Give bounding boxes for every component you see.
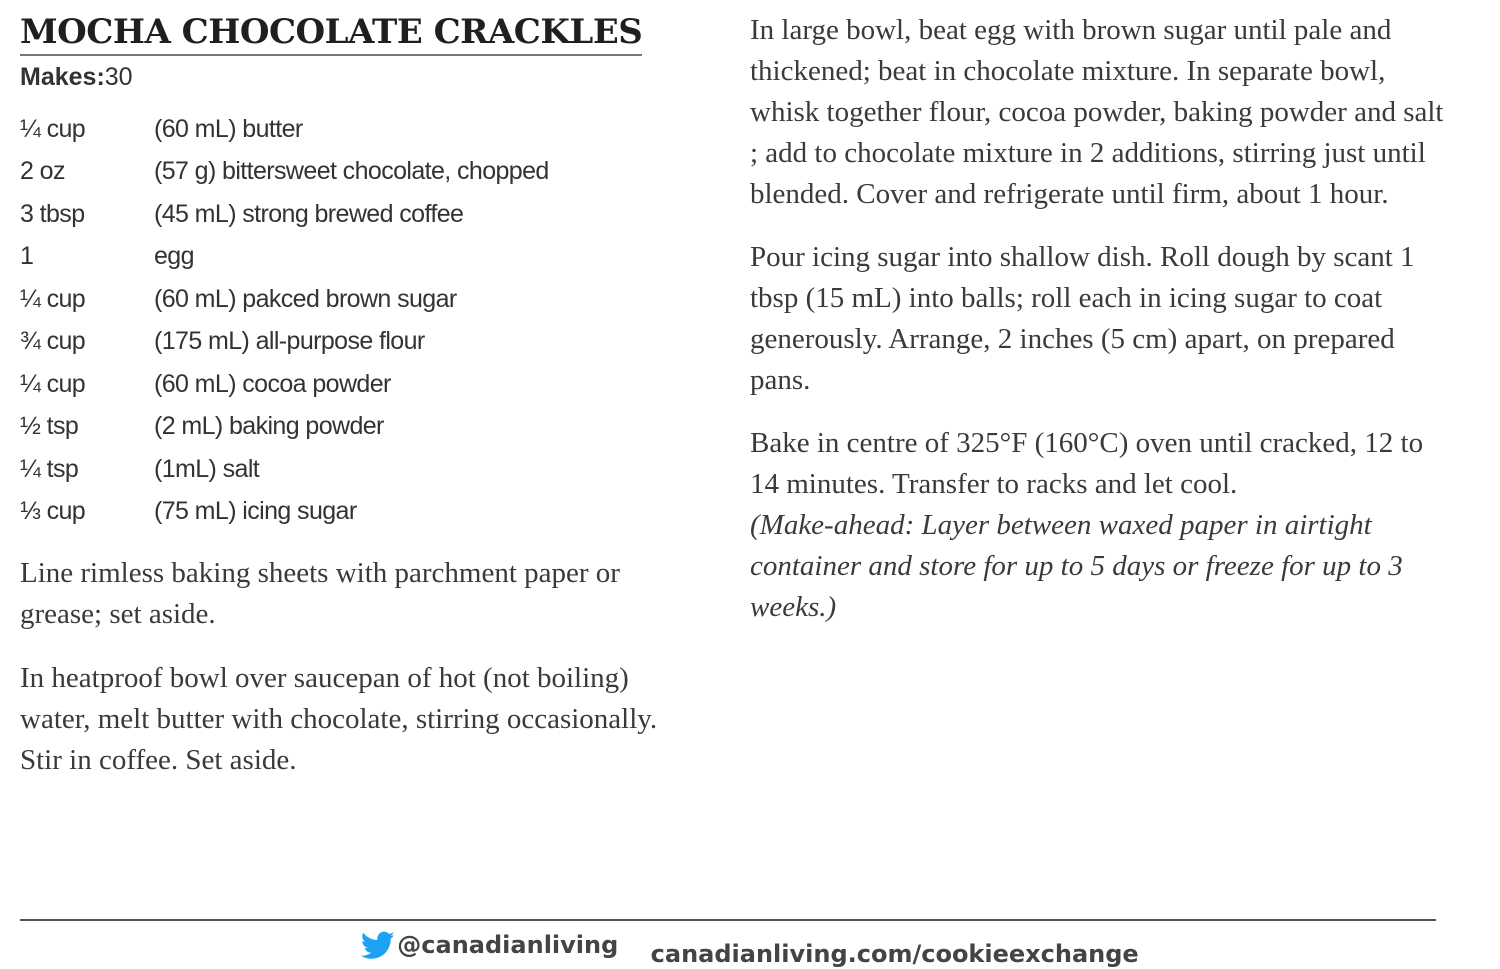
- ingredient-quantity: ¾ cup: [20, 327, 86, 356]
- ingredient-row: [20, 278, 700, 321]
- ingredient-quantity: ¼ cup: [20, 369, 86, 398]
- twitter-bird-icon: [361, 928, 395, 962]
- twitter-link[interactable]: [361, 928, 618, 962]
- method-step-paragraph: In heatproof bowl over saucepan of hot (not boiling) water, melt butter with chocolate, stirring occasionally. Stir in coffee. Set aside.: [20, 662, 658, 776]
- method-step-paragraph: Pour icing sugar into shallow dish. Roll dough by scant 1 tbsp (15 mL) into balls; roll each in icing sugar to coat generously. Arrange, 2 inches (5 cm) apart, on prepared pans.: [750, 241, 1415, 396]
- footer: [0, 928, 1500, 968]
- ingredient-row: [20, 491, 700, 534]
- ingredient-quantity: ⅓ cup: [20, 497, 86, 526]
- ingredient-description: (60 mL) cocoa powder: [154, 369, 391, 398]
- ingredient-row: [20, 406, 700, 449]
- ingredient-row: [20, 151, 700, 194]
- ingredient-quantity: ¼ tsp: [20, 454, 79, 483]
- ingredient-quantity: 3 tbsp: [20, 199, 85, 228]
- ingredient-row: [20, 193, 700, 236]
- makes-value: 30: [104, 63, 133, 91]
- ingredient-row: [20, 236, 700, 279]
- ingredient-description: (60 mL) pakced brown sugar: [154, 284, 457, 313]
- ingredient-row: [20, 363, 700, 406]
- ingredient-row: [20, 321, 700, 364]
- ingredient-quantity: 2 oz: [20, 157, 65, 186]
- bake-instructions: Bake in centre of 325°F (160°C) oven until cracked, 12 to 14 minutes. Transfer to racks and let cool.: [750, 427, 1424, 500]
- right-column: [750, 10, 1450, 650]
- left-column: [20, 10, 700, 781]
- ingredient-description: egg: [154, 242, 194, 271]
- make-ahead-note: (Make-ahead: Layer between waxed paper in airtight container and store for up to 5 days or freeze for up to 3 weeks.): [750, 509, 1403, 623]
- website-link[interactable]: canadianliving.com/cookieexchange: [650, 940, 1139, 968]
- makes-line: [20, 60, 700, 94]
- ingredient-quantity: ½ tsp: [20, 412, 79, 441]
- twitter-handle: @canadianliving: [397, 931, 619, 959]
- makes-label: Makes:: [20, 63, 105, 91]
- ingredient-description: (75 mL) icing sugar: [154, 497, 357, 526]
- method-step-paragraph: In large bowl, beat egg with brown sugar until pale and thickened; beat in chocolate mixture. In separate bowl, whisk together flour, cocoa powder, baking powder and salt ; add to chocolate mixture in 2 additions, stirring just until blended. Cover and refrigerate until firm, about 1 hour.: [750, 14, 1444, 210]
- footer-divider: [20, 919, 1436, 921]
- ingredient-row: [20, 448, 700, 491]
- ingredient-description: (57 g) bittersweet chocolate, chopped: [154, 157, 549, 186]
- recipe-title: MOCHA CHOCOLATE CRACKLES: [20, 10, 642, 56]
- ingredient-description: (1mL) salt: [154, 454, 260, 483]
- ingredient-quantity: 1: [20, 242, 34, 271]
- ingredient-row: [20, 108, 700, 151]
- ingredient-quantity: ¼ cup: [20, 284, 86, 313]
- ingredient-quantity: ¼ cup: [20, 114, 86, 143]
- method-step-paragraph: [750, 423, 1450, 628]
- method-step-paragraph: Line rimless baking sheets with parchment paper or grease; set aside.: [20, 557, 620, 630]
- ingredient-description: (45 mL) strong brewed coffee: [154, 199, 464, 228]
- ingredient-list: [20, 108, 700, 533]
- ingredient-description: (2 mL) baking powder: [154, 412, 384, 441]
- ingredient-description: (60 mL) butter: [154, 114, 303, 143]
- ingredient-description: (175 mL) all-purpose flour: [154, 327, 425, 356]
